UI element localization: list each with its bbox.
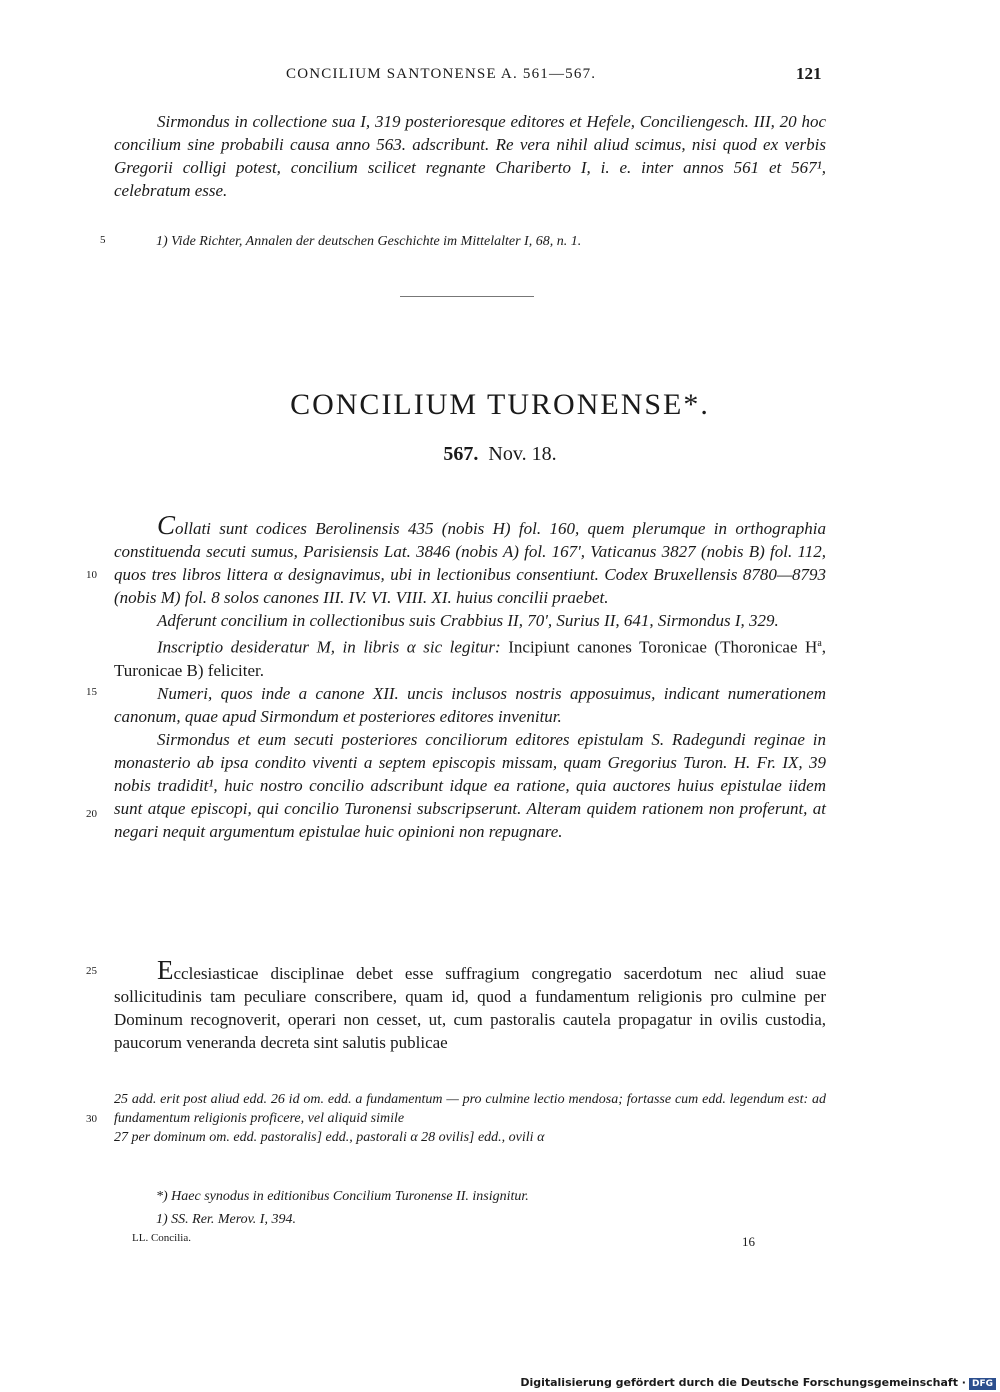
running-title: CONCILIUM SANTONENSE A. 561—567. <box>286 66 597 82</box>
digitization-credit <box>516 1374 1000 1392</box>
dfg-logo: DFG <box>969 1378 996 1390</box>
separator-rule <box>400 296 534 297</box>
note-sirmondus: Sirmondus et eum secuti posteriores conciliorum editores epistulam S. Radegundi reginae in monasterio ab ipsa condito viventi a septem episcopis missam, quam Gregorius Turon. H. Fr. IX, 39 nobis tradidit¹, huic nostro concilio adscribunt idque ea ratione, quia auctores huius epistulae iidem sunt atque episcopi, qui concilio Turonensi subscripserunt. Alteram quidem rationem non proferunt, at negari nequit argumentum epistulae huic opinioni non repugnare. <box>114 729 826 841</box>
signature-number: 16 <box>742 1234 755 1249</box>
editorial-notes <box>114 510 827 843</box>
line-number-10: 10 <box>86 569 97 581</box>
credit-text: Digitalisierung gefördert durch die Deutsche Forschungsgemeinschaft · <box>520 1376 966 1389</box>
line-number-25: 25 <box>86 965 97 977</box>
footnote: 1) SS. Rer. Merov. I, 394. <box>156 1212 296 1227</box>
footnote: *) Haec synodus in editionibus Concilium Turonense II. insignitur. <box>156 1189 529 1204</box>
dropcap: C <box>157 510 176 540</box>
line-number: 5 <box>100 234 106 246</box>
date-line <box>0 443 1000 466</box>
line-number-30: 30 <box>86 1113 97 1125</box>
apparatus-line: 25 add. erit post aliud edd. 26 id om. edd. a fundamentum — pro culmine lectio mendosa; fortasse cum edd. legendum est: ad fundamentum religionis proficere, vel aliquid simile <box>114 1092 826 1126</box>
page-number: 121 <box>796 64 822 83</box>
footnotes-bottom <box>156 1187 836 1229</box>
note-codices: Collati sunt codices Berolinensis 435 (nobis H) fol. 160, quem plerumque in orthographia constituenda secuti sumus, Parisiensis Lat. 3846 (nobis A) fol. 167', Vaticanus 3827 (nobis B) fol. 112, quos tres libros littera α designavimus, ubi in lectionibus consentiunt. Codex Bruxellensis 8780—8793 (nobis M) fol. 8 solos canones III. IV. VI. VIII. XI. huius concilii praebet. <box>114 510 826 607</box>
critical-apparatus <box>114 1090 826 1147</box>
date-year: 567. <box>443 443 479 465</box>
dropcap: E <box>157 955 174 985</box>
line-number-15: 15 <box>86 686 97 698</box>
footnote-text: 1) Vide Richter, Annalen der deutschen Geschichte im Mittelalter I, 68, n. 1. <box>156 234 582 249</box>
note-numeri: Numeri, quos inde a canone XII. uncis inclusos nostris apposuimus, indicant numerationem canonum, quae apud Sirmondum et posteriores editores invenitur. <box>114 683 826 726</box>
intro-paragraph <box>114 110 826 202</box>
intro-text: Sirmondus in collectione sua I, 319 posterioresque editores et Hefele, Conciliengesch. III, 20 hoc concilium sine probabili causa anno 563. adscribunt. Re vera nihil aliud scimus, nisi quod ex verbis Gregorii colligi potest, concilium scilicet regnante Chariberto I, i. e. inter annos 561 et 567¹, celebratum esse. <box>114 112 826 200</box>
signature-left: LL. Concilia. <box>132 1232 191 1244</box>
note-inscriptio: Inscriptio desideratur M, in libris α sic legitur: Incipiunt canones Toronicae (Thoronicae $H^a$, Turonicae B) feliciter. <box>114 637 827 680</box>
note-adferunt: Adferunt concilium in collectionibus suis Crabbius II, 70', Surius II, 641, Sirmondus I, 329. <box>157 611 779 630</box>
apparatus-line: 27 per dominum om. edd. pastoralis] edd., pastorali α 28 ovilis] edd., ovili α <box>114 1130 545 1145</box>
canon-text: Ecclesiasticae disciplinae debet esse suffragium congregatio sacerdotum nec aliud suae sollicitudinis tam peculiare conscribere, quam id, quod a fundamentum religionis pro culmine per Dominum recognoverit, operari non cesset, ut, cum pastoralis cautela propagatur in ovilis custodia, paucorum veneranda decreta sint salutis publicae <box>114 955 826 1052</box>
main-title: CONCILIUM TURONENSE*. <box>290 388 710 421</box>
line-number-20: 20 <box>86 808 97 820</box>
date-day: Nov. 18. <box>488 443 557 465</box>
running-header <box>0 64 1000 88</box>
